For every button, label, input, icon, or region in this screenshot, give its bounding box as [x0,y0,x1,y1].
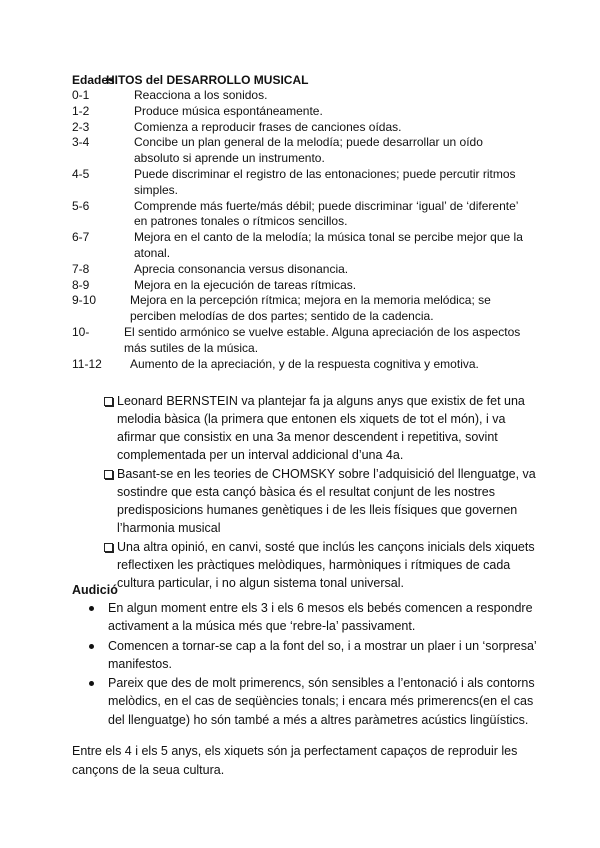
square-bullet-icon [104,543,113,552]
milestone-text [134,88,542,104]
audicio-bullet-item [108,637,538,674]
audicio-heading: Audició [72,583,118,597]
milestone-age: 0-1 [72,88,90,102]
milestone-text-line: Mejora en el canto de la melodía; la música tonal se percibe mejor que la [134,230,523,245]
milestone-age: 10- [72,324,90,339]
milestone-age: 1-2 [72,103,90,118]
milestone-text-line: Concibe un plan general de la melodía; puede desarrollar un oído [134,135,483,150]
milestone-row [72,325,542,357]
milestone-row [72,262,542,278]
milestone-text [130,293,542,325]
theory-bullet-list [117,392,537,593]
theory-bullet-item [117,465,537,537]
milestone-age: 9-10 [72,293,97,308]
milestone-row [72,120,542,136]
milestone-row [72,357,542,373]
milestone-text [134,135,542,167]
milestone-row [72,278,542,294]
milestones-table [72,88,542,372]
milestone-row [72,135,542,167]
milestone-age: 3-4 [72,135,90,150]
square-bullet-icon [104,397,113,406]
milestone-text-line: perciben melodías de dos partes; sentido de la cadencia. [130,309,434,324]
audicio-bullet-item [108,674,538,729]
milestone-age: 6-7 [72,230,90,245]
milestone-text [134,278,542,294]
milestone-age: 4-5 [72,166,90,181]
milestones-column-heading: HITOS del DESARROLLO MUSICAL [106,73,309,87]
milestone-age: 2-3 [72,119,90,134]
theory-bullet-text: Leonard BERNSTEIN va plantejar fa ja alguns anys que existix de fet una melodia bàsica (la primera que entonen els xiquets de tot el món), i va afirmar que consistix en una 3a menor descendent i repetitiva, sovint complementada per un interval addicional d’una 4a. [117,394,525,462]
age-column-heading: Edades [72,73,115,87]
milestone-text [134,199,542,231]
milestone-text [134,230,542,262]
theory-bullet-text: Basant-se en les teories de CHOMSKY sobre l’adquisició del llenguatge, va sostindre que esta cançó bàsica és el resultat conjunt de les nostres predisposicions humanes genètiques i de les lleis físiques que governen l’harmonia musical [117,467,536,535]
audicio-bullet-text: Pareix que des de molt primerencs, són sensibles a l’entonació i als contorns melòdics, en el cas de seqüències tonals; i encara més primerencs(en el cas del llenguatge) ho són també a més a altres paràmetres acústics lingüístics. [108,676,535,727]
audicio-bullet-text: En algun moment entre els 3 i els 6 mesos els bebés comencen a respondre activament a la música més que ‘rebre-la’ passivament. [108,601,533,634]
milestone-text [134,167,542,199]
milestone-text-line: Comprende más fuerte/más débil; puede discriminar ‘igual’ de ‘diferente’ [134,198,519,213]
milestone-row [72,293,542,325]
milestone-text [124,325,542,357]
milestone-text-line: simples. [134,182,179,197]
milestone-age: 7-8 [72,261,90,276]
square-bullet-icon [104,470,113,479]
milestone-text-line: en patrones tonales o rítmicos sencillos. [134,214,348,229]
milestone-text-line: Mejora en la ejecución de tareas rítmicas. [134,277,357,292]
milestone-text-line: Mejora en la percepción rítmica; mejora en la memoria melódica; se [130,293,491,308]
milestone-text-line: El sentido armónico se vuelve estable. Alguna apreciación de los aspectos [124,324,521,339]
milestone-text [134,104,542,120]
milestone-age: 8-9 [72,277,90,292]
bullet-dot-icon [89,606,94,611]
bullet-dot-icon [89,644,94,649]
closing-paragraph: Entre els 4 i els 5 anys, els xiquets són ja perfectament capaços de reproduir les cançons de la seua cultura. [72,744,518,777]
theory-bullet-item [117,392,537,464]
milestone-row [72,104,542,120]
milestone-text [130,357,542,373]
theory-bullet-item [117,538,537,592]
milestone-text-line: atonal. [134,245,171,260]
milestone-text-line: más sutiles de la música. [124,340,259,355]
milestone-text-line: Comienza a reproducir frases de canciones oídas. [134,119,402,134]
milestone-text-line: absoluto si aprende un instrumento. [134,151,325,166]
milestone-age: 5-6 [72,198,90,213]
milestone-text-line: Aumento de la apreciación, y de la respuesta cognitiva y emotiva. [130,356,479,371]
milestone-age: 11-12 [72,356,102,371]
milestone-text-line: Produce música espontáneamente. [134,103,323,118]
milestone-row [72,167,542,199]
milestone-text-line: Aprecia consonancia versus disonancia. [134,261,349,276]
audicio-bullet-list [108,599,538,730]
audicio-bullet-text: Comencen a tornar-se cap a la font del so, i a mostrar un plaer i un ‘sorpresa’ manifestos. [108,638,537,671]
milestone-text-line: Reacciona a los sonidos. [134,88,268,102]
theory-bullet-text: Una altra opinió, en canvi, sosté que inclús les cançons inicials dels xiquets reflectixen les pràctiques melòdiques, harmòniques i rítmiques de cada cultura particular, i no algun sistema tonal universal. [117,540,535,590]
audicio-bullet-item [108,599,538,636]
milestone-text-line: Puede discriminar el registro de las entonaciones; puede percutir ritmos [134,166,516,181]
milestone-row [72,199,542,231]
milestone-row [72,88,542,104]
milestone-row [72,230,542,262]
bullet-dot-icon [89,681,94,686]
milestone-text [134,120,542,136]
milestone-text [134,262,542,278]
